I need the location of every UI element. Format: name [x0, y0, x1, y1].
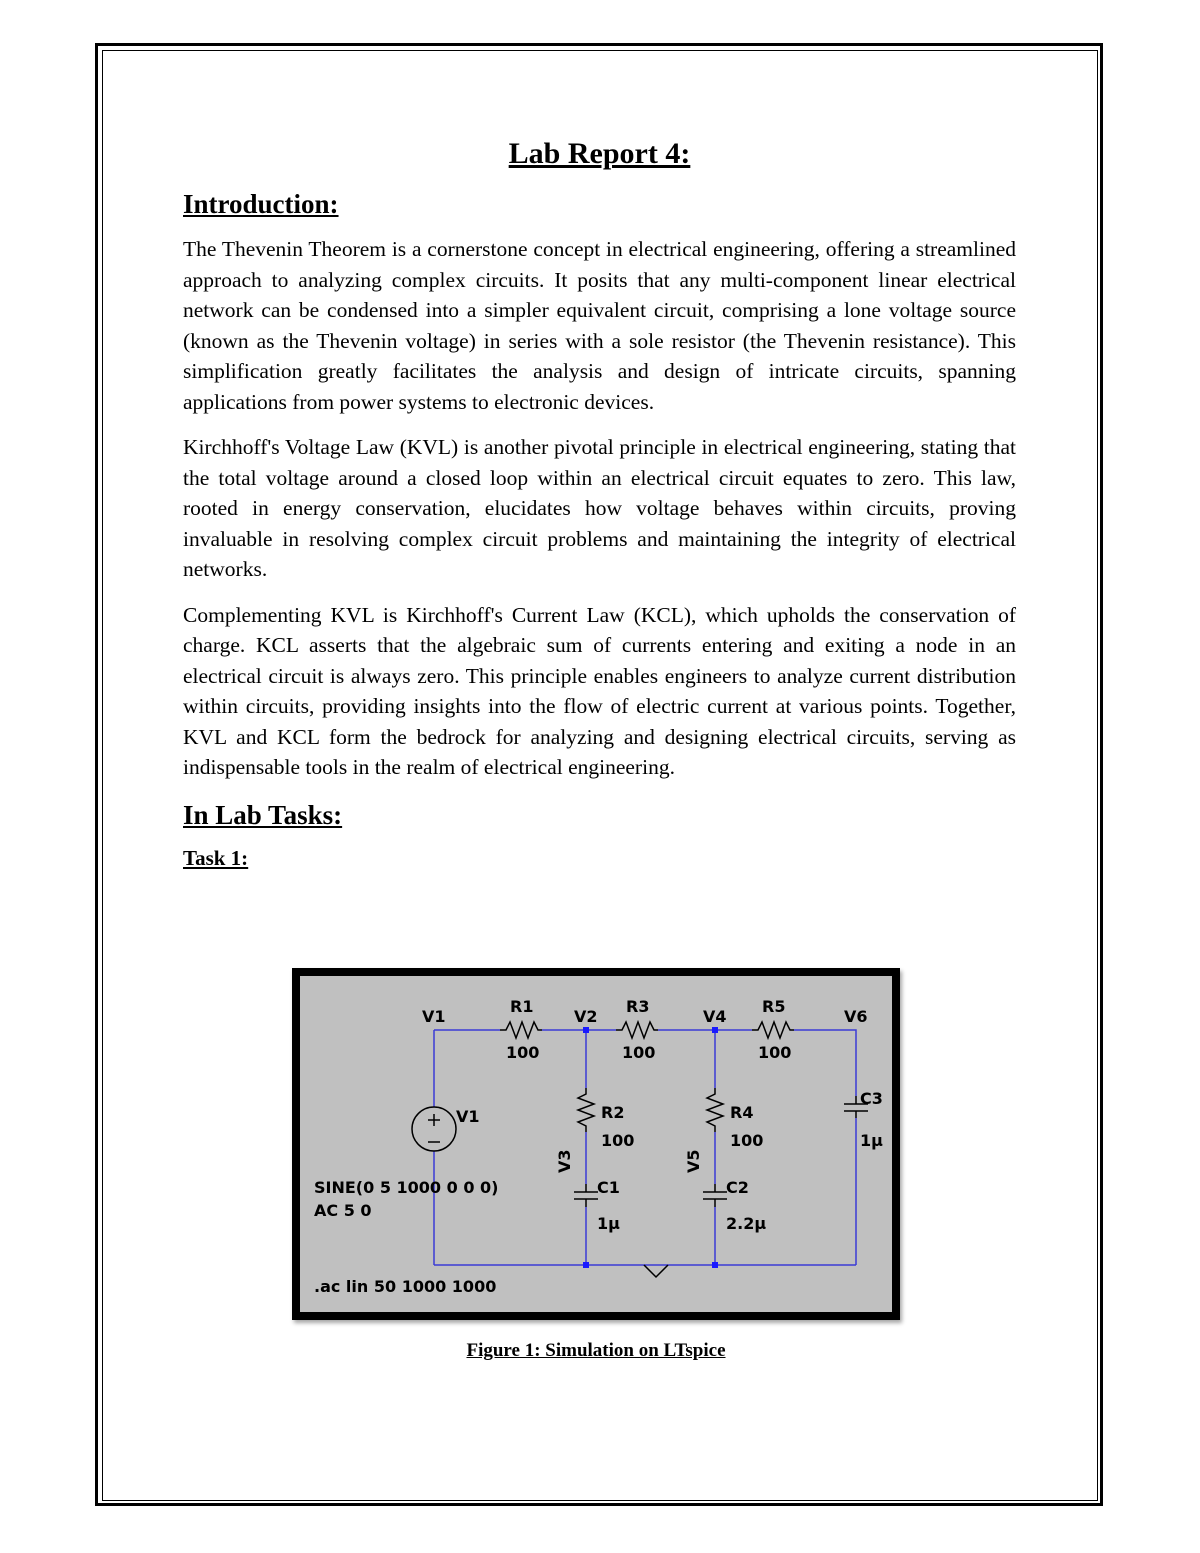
c2-name: C2 [726, 1178, 749, 1197]
source-spec-line1: SINE(0 5 1000 0 0 0) [314, 1178, 499, 1197]
r5-name: R5 [762, 997, 786, 1016]
spice-directive: .ac lin 50 1000 1000 [314, 1277, 497, 1296]
probe-label-v5: V5 [684, 1149, 703, 1173]
junction-v2 [583, 1027, 589, 1033]
paragraph-kcl: Complementing KVL is Kirchhoff's Current Law (KCL), which upholds the conservation of charge. KCL asserts that the algebraic sum of currents entering and exiting a node in an electrical circuit is always zero. This principle enables engineers to analyze current distribution within circuits, providing insights into the flow of electric current at various points. Together, KVL and KCL form the bedrock for analyzing and designing electrical circuits, serving as indispensable tools in the realm of electrical engineering. [183, 602, 1016, 779]
task-1-heading: Task 1: [183, 845, 249, 870]
figure-caption: Figure 1: Simulation on LTspice [466, 1340, 726, 1361]
report-title: Lab Report 4: [508, 137, 691, 170]
r4-value: 100 [730, 1131, 764, 1150]
c1-value: 1μ [597, 1214, 620, 1233]
node-label-v6: V6 [844, 1007, 868, 1026]
r3-value: 100 [622, 1043, 656, 1062]
r2-name: R2 [601, 1103, 625, 1122]
junction-bottom-left [583, 1262, 589, 1268]
circuit-schematic [300, 976, 892, 1312]
c2-value: 2.2μ [726, 1214, 767, 1233]
r4-name: R4 [730, 1103, 754, 1122]
node-label-v2: V2 [574, 1007, 598, 1026]
c3-name: C3 [860, 1089, 883, 1108]
c1-name: C1 [597, 1178, 620, 1197]
r5-value: 100 [758, 1043, 792, 1062]
in-lab-tasks-heading: In Lab Tasks: [183, 799, 343, 830]
r1-name: R1 [510, 997, 534, 1016]
node-label-v4: V4 [703, 1007, 727, 1026]
paragraph-kvl: Kirchhoff's Voltage Law (KVL) is another pivotal principle in electrical engineering, stating that the total voltage around a closed loop within an electrical circuit equates to zero. This law, rooted in energy conservation, elucidates how voltage behaves within circuits, proving invaluable in resolving complex circuit problems and maintaining the integrity of electrical networks. [183, 435, 1016, 581]
probe-label-v3: V3 [555, 1149, 574, 1173]
r3-name: R3 [626, 997, 650, 1016]
source-name: V1 [456, 1107, 480, 1126]
schematic-background [300, 976, 892, 1312]
source-spec-line2: AC 5 0 [314, 1201, 372, 1220]
junction-bottom-right [712, 1262, 718, 1268]
node-label-v1: V1 [422, 1007, 446, 1026]
r1-value: 100 [506, 1043, 540, 1062]
paragraph-thevenin: The Thevenin Theorem is a cornerstone concept in electrical engineering, offering a streamlined approach to analyzing complex circuits. It posits that any multi-component linear electrical network can be condensed into a simpler equivalent circuit, comprising a lone voltage source (known as the Thevenin voltage) in series with a sole resistor (the Thevenin resistance). This simplification greatly facilitates the analysis and design of intricate circuits, spanning applications from power systems to electronic devices. [183, 237, 1016, 414]
r2-value: 100 [601, 1131, 635, 1150]
document-body [183, 136, 1016, 887]
junction-v4 [712, 1027, 718, 1033]
c3-value: 1μ [860, 1131, 883, 1150]
ltspice-figure [292, 968, 900, 1320]
introduction-heading: Introduction: [183, 189, 339, 219]
